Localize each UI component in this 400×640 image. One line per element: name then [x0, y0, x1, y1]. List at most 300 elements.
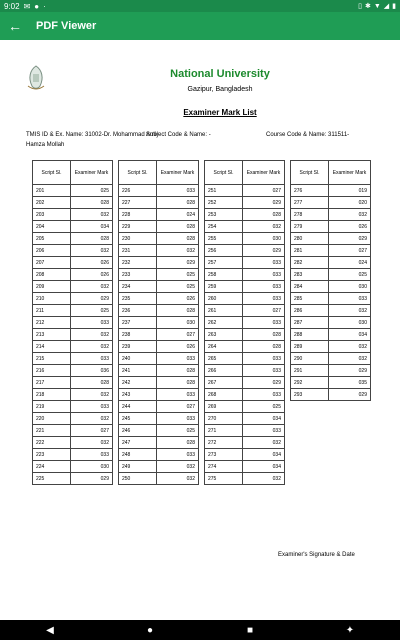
page-title: Examiner Mark List — [183, 108, 257, 117]
script-cell: 284 — [291, 281, 329, 293]
script-cell: 203 — [33, 209, 71, 221]
script-cell: 276 — [291, 185, 329, 197]
table-row — [291, 233, 371, 245]
table-row — [33, 317, 113, 329]
table-row — [205, 197, 285, 209]
column-header-mark: Examiner Mark — [243, 161, 285, 185]
script-cell: 212 — [33, 317, 71, 329]
table-row — [33, 401, 113, 413]
table-row — [33, 449, 113, 461]
mark-cell: 033 — [243, 293, 285, 305]
script-cell: 262 — [205, 317, 243, 329]
table-row — [33, 413, 113, 425]
mark-cell: 026 — [329, 221, 371, 233]
mark-cell: 033 — [243, 317, 285, 329]
table-row — [119, 269, 199, 281]
mark-cell: 028 — [157, 365, 199, 377]
script-cell: 201 — [33, 185, 71, 197]
mark-cell: 032 — [157, 461, 199, 473]
mark-cell: 032 — [243, 437, 285, 449]
script-cell: 271 — [205, 425, 243, 437]
table-row — [205, 341, 285, 353]
script-cell: 210 — [33, 293, 71, 305]
table-row — [205, 185, 285, 197]
table-row — [119, 257, 199, 269]
table-row — [291, 389, 371, 401]
mark-cell: 032 — [329, 209, 371, 221]
table-header-row — [205, 161, 285, 185]
script-cell: 270 — [205, 413, 243, 425]
script-cell: 269 — [205, 401, 243, 413]
navigation-bar — [0, 620, 400, 640]
table-row — [33, 461, 113, 473]
mark-cell: 032 — [71, 209, 113, 221]
mark-cell: 034 — [243, 449, 285, 461]
script-cell: 291 — [291, 365, 329, 377]
tmis-info: TMIS ID & Ex. Name: 31002-Dr. Mohammad Amir Hamza Mollah — [26, 132, 159, 148]
table-row — [291, 281, 371, 293]
script-cell: 239 — [119, 341, 157, 353]
table-row — [205, 245, 285, 257]
script-cell: 268 — [205, 389, 243, 401]
accessibility-icon[interactable]: ✦ — [345, 624, 355, 636]
script-cell: 225 — [33, 473, 71, 485]
table-row — [291, 293, 371, 305]
script-cell: 247 — [119, 437, 157, 449]
script-cell: 229 — [119, 221, 157, 233]
column-header-script: Script Sl. — [33, 161, 71, 185]
table-row — [33, 341, 113, 353]
mark-cell: 027 — [243, 305, 285, 317]
script-cell: 285 — [291, 293, 329, 305]
app-title: PDF Viewer — [36, 20, 97, 32]
table-row — [33, 209, 113, 221]
mark-cell: 029 — [329, 365, 371, 377]
mark-cell: 028 — [157, 197, 199, 209]
mark-cell: 028 — [243, 209, 285, 221]
mark-cell: 025 — [243, 401, 285, 413]
column-header-mark: Examiner Mark — [157, 161, 199, 185]
table-row — [291, 353, 371, 365]
script-cell: 228 — [119, 209, 157, 221]
mark-cell: 034 — [243, 413, 285, 425]
table-row — [205, 281, 285, 293]
mark-cell: 029 — [243, 197, 285, 209]
script-cell: 273 — [205, 449, 243, 461]
table-row — [119, 341, 199, 353]
script-cell: 240 — [119, 353, 157, 365]
mark-cell: 025 — [71, 305, 113, 317]
script-cell: 245 — [119, 413, 157, 425]
script-cell: 254 — [205, 221, 243, 233]
mark-cell: 019 — [329, 185, 371, 197]
script-cell: 231 — [119, 245, 157, 257]
script-cell: 215 — [33, 353, 71, 365]
table-row — [205, 389, 285, 401]
mark-cell: 026 — [71, 269, 113, 281]
mark-cell: 033 — [71, 449, 113, 461]
script-cell: 237 — [119, 317, 157, 329]
square-recent-icon[interactable]: ■ — [246, 624, 254, 636]
bluetooth-icon: ✱ — [364, 3, 371, 10]
course-info: Course Code & Name: 311511- — [266, 132, 350, 138]
table-header-row — [33, 161, 113, 185]
script-cell: 244 — [119, 401, 157, 413]
table-row — [205, 209, 285, 221]
mark-cell: 033 — [157, 413, 199, 425]
mark-cell: 029 — [71, 293, 113, 305]
table-row — [33, 197, 113, 209]
mark-cell: 032 — [157, 473, 199, 485]
table-header-row — [119, 161, 199, 185]
mark-cell: 033 — [243, 353, 285, 365]
script-cell: 224 — [33, 461, 71, 473]
mark-cell: 028 — [157, 221, 199, 233]
table-row — [33, 281, 113, 293]
script-cell: 287 — [291, 317, 329, 329]
table-row — [119, 401, 199, 413]
mark-cell: 034 — [329, 329, 371, 341]
table-row — [33, 245, 113, 257]
mark-cell: 027 — [71, 425, 113, 437]
table-row — [291, 365, 371, 377]
mark-cell: 028 — [157, 233, 199, 245]
mark-cell: 025 — [157, 425, 199, 437]
table-row — [119, 377, 199, 389]
mark-cell: 033 — [243, 257, 285, 269]
script-cell: 243 — [119, 389, 157, 401]
table-row — [33, 377, 113, 389]
triangle-back-icon[interactable]: ◀ — [46, 624, 54, 636]
table-row — [119, 449, 199, 461]
script-cell: 292 — [291, 377, 329, 389]
mark-cell: 028 — [71, 233, 113, 245]
table-row — [291, 269, 371, 281]
script-cell: 235 — [119, 293, 157, 305]
mark-cell: 035 — [329, 377, 371, 389]
battery-icon: ▮ — [392, 3, 396, 10]
script-cell: 286 — [291, 305, 329, 317]
script-cell: 260 — [205, 293, 243, 305]
table-row — [119, 233, 199, 245]
script-cell: 207 — [33, 257, 71, 269]
script-cell: 234 — [119, 281, 157, 293]
script-cell: 255 — [205, 233, 243, 245]
table-row — [33, 257, 113, 269]
mark-cell: 029 — [243, 245, 285, 257]
mark-cell: 032 — [71, 437, 113, 449]
mark-cell: 033 — [329, 293, 371, 305]
script-cell: 289 — [291, 341, 329, 353]
mark-cell: 027 — [157, 401, 199, 413]
table-row — [33, 329, 113, 341]
mark-cell: 028 — [243, 329, 285, 341]
mark-cell: 032 — [71, 413, 113, 425]
script-cell: 265 — [205, 353, 243, 365]
mark-tables — [32, 160, 377, 500]
script-cell: 258 — [205, 269, 243, 281]
table-row — [119, 245, 199, 257]
document — [20, 52, 380, 612]
script-cell: 257 — [205, 257, 243, 269]
table-row — [119, 185, 199, 197]
mark-cell: 033 — [243, 389, 285, 401]
script-cell: 209 — [33, 281, 71, 293]
mark-cell: 026 — [157, 293, 199, 305]
script-cell: 226 — [119, 185, 157, 197]
script-cell: 256 — [205, 245, 243, 257]
script-cell: 213 — [33, 329, 71, 341]
table-row — [33, 269, 113, 281]
mark-cell: 033 — [157, 389, 199, 401]
script-cell: 219 — [33, 401, 71, 413]
mark-cell: 029 — [157, 257, 199, 269]
table-row — [33, 473, 113, 485]
mark-cell: 026 — [157, 341, 199, 353]
mark-cell: 033 — [157, 449, 199, 461]
script-cell: 232 — [119, 257, 157, 269]
script-cell: 248 — [119, 449, 157, 461]
table-row — [33, 425, 113, 437]
script-cell: 281 — [291, 245, 329, 257]
mark-cell: 030 — [329, 317, 371, 329]
mark-cell: 029 — [71, 473, 113, 485]
mark-cell: 028 — [71, 197, 113, 209]
script-cell: 251 — [205, 185, 243, 197]
circle-home-icon[interactable]: ● — [146, 624, 154, 636]
mark-cell: 033 — [243, 425, 285, 437]
mark-table — [32, 160, 113, 485]
script-cell: 277 — [291, 197, 329, 209]
mark-cell: 024 — [157, 209, 199, 221]
script-cell: 246 — [119, 425, 157, 437]
mark-table — [118, 160, 199, 485]
script-cell: 274 — [205, 461, 243, 473]
table-row — [119, 281, 199, 293]
script-cell: 227 — [119, 197, 157, 209]
table-row — [33, 185, 113, 197]
table-row — [205, 437, 285, 449]
table-row — [291, 257, 371, 269]
script-cell: 208 — [33, 269, 71, 281]
script-cell: 202 — [33, 197, 71, 209]
table-row — [205, 365, 285, 377]
script-cell: 283 — [291, 269, 329, 281]
message-icon: ✉ — [23, 1, 31, 11]
mark-cell: 032 — [243, 221, 285, 233]
mark-cell: 033 — [71, 401, 113, 413]
mark-cell: 032 — [71, 341, 113, 353]
script-cell: 221 — [33, 425, 71, 437]
table-row — [205, 329, 285, 341]
mark-cell: 033 — [243, 269, 285, 281]
script-cell: 217 — [33, 377, 71, 389]
script-cell: 279 — [291, 221, 329, 233]
script-cell: 218 — [33, 389, 71, 401]
table-row — [291, 197, 371, 209]
mark-cell: 033 — [243, 281, 285, 293]
mark-cell: 027 — [243, 185, 285, 197]
mark-cell: 028 — [157, 305, 199, 317]
subject-info: Subject Code & Name: - — [146, 132, 211, 138]
table-row — [119, 365, 199, 377]
mark-cell: 025 — [71, 185, 113, 197]
vibrate-icon: ▯ — [358, 3, 362, 10]
table-row — [291, 317, 371, 329]
table-row — [205, 269, 285, 281]
table-row — [119, 437, 199, 449]
table-row — [205, 317, 285, 329]
table-row — [33, 437, 113, 449]
mark-cell: 032 — [157, 245, 199, 257]
script-cell: 275 — [205, 473, 243, 485]
script-cell: 266 — [205, 365, 243, 377]
mark-cell: 029 — [329, 233, 371, 245]
mark-cell: 020 — [329, 197, 371, 209]
table-row — [205, 221, 285, 233]
script-cell: 264 — [205, 341, 243, 353]
table-row — [119, 209, 199, 221]
column-header-script: Script Sl. — [291, 161, 329, 185]
table-row — [291, 305, 371, 317]
column-header-script: Script Sl. — [119, 161, 157, 185]
mark-cell: 026 — [71, 257, 113, 269]
table-row — [291, 377, 371, 389]
table-row — [119, 305, 199, 317]
mark-cell: 032 — [329, 341, 371, 353]
script-cell: 223 — [33, 449, 71, 461]
table-row — [205, 233, 285, 245]
table-header-row — [291, 161, 371, 185]
table-row — [205, 377, 285, 389]
mark-cell: 030 — [243, 233, 285, 245]
table-row — [291, 329, 371, 341]
script-cell: 288 — [291, 329, 329, 341]
table-row — [119, 221, 199, 233]
table-row — [119, 329, 199, 341]
script-cell: 293 — [291, 389, 329, 401]
script-cell: 205 — [33, 233, 71, 245]
script-cell: 214 — [33, 341, 71, 353]
script-cell: 261 — [205, 305, 243, 317]
table-row — [205, 257, 285, 269]
column-header-mark: Examiner Mark — [329, 161, 371, 185]
signature-label: Examiner's Signature & Date — [278, 552, 355, 558]
table-row — [291, 209, 371, 221]
mark-cell: 030 — [71, 461, 113, 473]
script-cell: 249 — [119, 461, 157, 473]
table-row — [119, 473, 199, 485]
script-cell: 242 — [119, 377, 157, 389]
table-row — [205, 461, 285, 473]
mark-cell: 033 — [71, 317, 113, 329]
mark-cell: 033 — [71, 353, 113, 365]
script-cell: 230 — [119, 233, 157, 245]
wifi-icon: ▼ — [373, 2, 381, 10]
script-cell: 222 — [33, 437, 71, 449]
table-row — [119, 197, 199, 209]
table-row — [33, 365, 113, 377]
mark-cell: 033 — [157, 185, 199, 197]
mark-cell: 028 — [71, 377, 113, 389]
table-row — [205, 473, 285, 485]
column-header-script: Script Sl. — [205, 161, 243, 185]
script-cell: 206 — [33, 245, 71, 257]
mark-cell: 032 — [329, 305, 371, 317]
table-row — [33, 221, 113, 233]
table-row — [33, 389, 113, 401]
table-row — [119, 389, 199, 401]
arrow-left-icon[interactable]: ← — [8, 18, 22, 34]
table-row — [119, 413, 199, 425]
mark-cell: 025 — [157, 281, 199, 293]
script-cell: 211 — [33, 305, 71, 317]
table-row — [33, 353, 113, 365]
mark-cell: 036 — [71, 365, 113, 377]
mark-cell: 025 — [329, 269, 371, 281]
mark-cell: 030 — [329, 281, 371, 293]
mark-cell: 032 — [71, 245, 113, 257]
mark-cell: 028 — [157, 437, 199, 449]
mark-cell: 034 — [243, 461, 285, 473]
mark-cell: 032 — [329, 353, 371, 365]
mark-cell: 029 — [243, 377, 285, 389]
script-cell: 252 — [205, 197, 243, 209]
table-row — [33, 305, 113, 317]
table-row — [205, 425, 285, 437]
script-cell: 253 — [205, 209, 243, 221]
script-cell: 280 — [291, 233, 329, 245]
mark-table — [290, 160, 371, 401]
table-row — [119, 317, 199, 329]
script-cell: 272 — [205, 437, 243, 449]
script-cell: 263 — [205, 329, 243, 341]
university-logo-icon — [26, 64, 46, 92]
script-cell: 259 — [205, 281, 243, 293]
mark-table — [204, 160, 285, 485]
table-row — [119, 461, 199, 473]
signal-icon: ◢ — [383, 3, 390, 10]
table-row — [205, 449, 285, 461]
pdf-page[interactable] — [0, 40, 400, 620]
table-row — [291, 245, 371, 257]
app-bar — [0, 12, 400, 40]
script-cell: 241 — [119, 365, 157, 377]
mark-cell: 028 — [157, 377, 199, 389]
university-name: National University — [170, 68, 270, 80]
script-cell: 233 — [119, 269, 157, 281]
mark-cell: 033 — [157, 353, 199, 365]
table-row — [291, 185, 371, 197]
table-row — [205, 293, 285, 305]
dot-icon: · — [43, 1, 46, 11]
table-row — [33, 233, 113, 245]
table-row — [205, 413, 285, 425]
university-address: Gazipur, Bangladesh — [187, 86, 253, 93]
script-cell: 290 — [291, 353, 329, 365]
mark-cell: 032 — [243, 473, 285, 485]
mark-cell: 032 — [71, 329, 113, 341]
script-cell: 238 — [119, 329, 157, 341]
script-cell: 204 — [33, 221, 71, 233]
table-row — [119, 293, 199, 305]
mark-cell: 032 — [71, 281, 113, 293]
mark-cell: 027 — [329, 245, 371, 257]
table-row — [205, 401, 285, 413]
column-header-mark: Examiner Mark — [71, 161, 113, 185]
mark-cell: 029 — [329, 389, 371, 401]
script-cell: 282 — [291, 257, 329, 269]
